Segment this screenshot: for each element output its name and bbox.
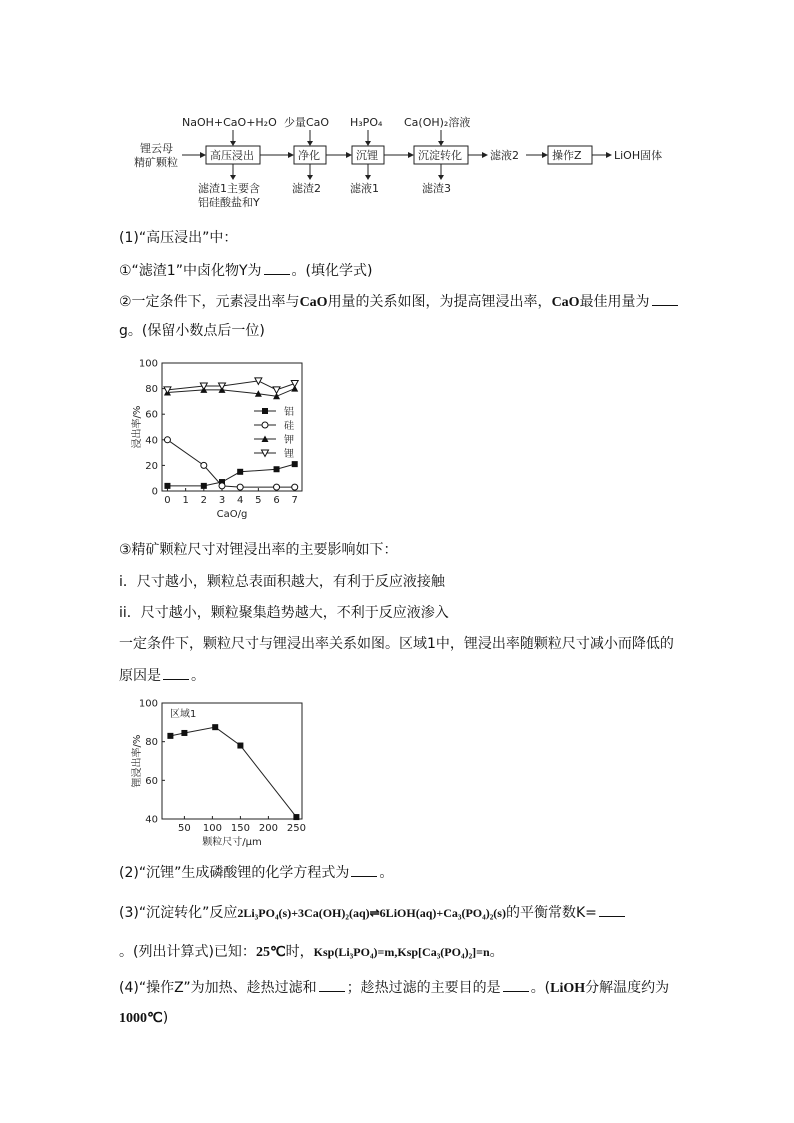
chart2-point-2 bbox=[212, 724, 218, 730]
q4-text-tail: 分解温度约为 bbox=[585, 980, 670, 996]
q1-sub2 bbox=[119, 291, 680, 313]
chart2-point-1 bbox=[181, 730, 187, 736]
flow-box1-label: 高压浸出 bbox=[210, 149, 254, 162]
q1-sub2-cao2: CaO bbox=[551, 295, 580, 310]
q1-sub3-tail-b bbox=[119, 665, 205, 686]
chart1-point-0-5 bbox=[292, 461, 298, 467]
q4-blank-1[interactable] bbox=[319, 977, 345, 992]
chart2-plot-frame bbox=[162, 703, 302, 819]
q1-sub3-ii: ii．尺寸越小，颗粒聚集趋势越大，不利于反应液渗入 bbox=[119, 605, 449, 621]
flow-arrowhead-7 bbox=[606, 152, 612, 158]
chart1-ytick-label: 80 bbox=[145, 384, 158, 396]
chart1-plot-frame bbox=[162, 363, 302, 491]
chart2-xlabel: 颗粒尺寸/μm bbox=[202, 837, 262, 848]
chart2-ylabel: 锂浸出率/% bbox=[132, 734, 143, 788]
q4-text-post: 。( bbox=[530, 980, 551, 996]
q1-sub2-text-c: 最佳用量为 bbox=[579, 294, 650, 310]
chart1-point-1-5 bbox=[292, 484, 298, 490]
leach-rate-vs-cao-chart bbox=[130, 355, 320, 525]
li-leach-rate-vs-particle-size-chart bbox=[130, 695, 320, 855]
chart1-ytick-label: 0 bbox=[151, 486, 158, 498]
flow-arrowhead-1 bbox=[200, 152, 206, 158]
flow-box2-label: 净化 bbox=[298, 149, 320, 162]
chart1-point-1-1 bbox=[201, 462, 207, 468]
flow-output-arrowhead-1 bbox=[230, 175, 236, 180]
q2-tail: 。 bbox=[379, 865, 394, 881]
chart1-ytick-label: 40 bbox=[145, 435, 158, 447]
q1-sub1 bbox=[119, 260, 372, 281]
q3-text: (3)“沉淀转化”反应 bbox=[119, 905, 238, 921]
chart2-xtick-label: 250 bbox=[286, 823, 306, 834]
chart1-legend-marker-0 bbox=[262, 408, 268, 414]
chart1-legend-marker-1 bbox=[262, 422, 268, 428]
q1-sub1-text: ①“滤渣1”中卤化物Y为 bbox=[119, 263, 262, 279]
chart2-xtick-label: 50 bbox=[178, 823, 191, 834]
q1-sub3: ③精矿颗粒尺寸对锂浸出率的主要影响如下： bbox=[119, 542, 398, 558]
q4-blank-2[interactable] bbox=[503, 977, 529, 992]
flow-output-1-line2: 铝硅酸盐和Y bbox=[198, 196, 260, 209]
q1-sub2-text-a: ②一定条件下，元素浸出率与 bbox=[119, 294, 300, 310]
q3 bbox=[119, 902, 627, 923]
chart1-xlabel: CaO/g bbox=[216, 509, 248, 520]
flow-output-2: 滤渣2 bbox=[292, 182, 321, 195]
chart2-ytick-label: 80 bbox=[145, 737, 158, 749]
q1-sub2-blank[interactable] bbox=[652, 291, 678, 306]
chart1-point-0-0 bbox=[164, 483, 170, 489]
q4 bbox=[119, 977, 669, 999]
flow-filtrate2-label: 滤液2 bbox=[490, 149, 519, 162]
flow-arrowhead-5 bbox=[482, 152, 488, 158]
q2 bbox=[119, 862, 393, 883]
q4-temp: 1000℃ bbox=[119, 1011, 163, 1026]
chart1-point-0-3 bbox=[237, 469, 243, 475]
chart1-point-1-3 bbox=[237, 484, 243, 490]
chart1-legend-label-3: 锂 bbox=[284, 449, 294, 460]
flow-arrowhead-3 bbox=[346, 152, 352, 158]
chart2-ytick-label: 40 bbox=[145, 814, 158, 826]
flow-output-1-line1: 滤渣1主要含 bbox=[198, 182, 260, 195]
chart1-legend-label-1: 硅 bbox=[284, 421, 294, 432]
chart1-ylabel: 浸出率/% bbox=[132, 405, 143, 449]
chart2-xtick-label: 150 bbox=[230, 823, 250, 834]
q1-sub2-cao: CaO bbox=[299, 295, 328, 310]
q1-sub3-tail-b-end: 。 bbox=[191, 668, 205, 684]
chart1-point-0-1 bbox=[201, 483, 207, 489]
q3-line2-text: 。(列出计算式)已知： bbox=[119, 944, 256, 960]
chart1-xtick-label: 7 bbox=[291, 495, 298, 506]
flow-arrowhead-6 bbox=[542, 152, 548, 158]
q4-line2 bbox=[119, 1008, 168, 1029]
flow-reagent-arrowhead-3 bbox=[365, 141, 371, 146]
chart2-ytick-label: 60 bbox=[145, 775, 158, 787]
q3-text-mid: 的平衡常数K= bbox=[505, 905, 597, 921]
q4-lioh: LiOH bbox=[550, 981, 586, 996]
chart2-point-0 bbox=[167, 733, 173, 739]
flow-reagent-arrowhead-2 bbox=[307, 141, 313, 146]
chart2-point-3 bbox=[237, 743, 243, 749]
q4-text: (4)“操作Z”为加热、趁热过滤和 bbox=[119, 980, 317, 996]
q1-sub3-tail-b-text: 原因是 bbox=[119, 668, 161, 684]
flow-box4-label: 沉淀转化 bbox=[418, 149, 462, 162]
chart1-ytick-label: 20 bbox=[145, 460, 158, 472]
chart1-xtick-label: 0 bbox=[164, 495, 171, 506]
q1-sub3-blank[interactable] bbox=[163, 665, 189, 680]
flow-reagent-2: 少量CaO bbox=[284, 116, 330, 129]
flow-reagent-arrowhead-1 bbox=[230, 141, 236, 146]
flow-reagent-3: H₃PO₄ bbox=[350, 116, 383, 129]
chart1-point-1-4 bbox=[274, 484, 280, 490]
flow-arrowhead-4 bbox=[408, 152, 414, 158]
flow-box5-label: 操作Z bbox=[552, 149, 582, 162]
chart1-xtick-label: 2 bbox=[200, 495, 208, 506]
flow-output-arrowhead-4 bbox=[438, 175, 444, 180]
chart1-ytick-label: 100 bbox=[138, 358, 158, 370]
chart1-point-3-5 bbox=[291, 380, 298, 387]
chart1-xtick-label: 1 bbox=[182, 495, 189, 506]
process-flow-diagram bbox=[130, 110, 700, 210]
flow-start-line1: 锂云母 bbox=[140, 142, 173, 155]
q1-sub1-tail: 。(填化学式) bbox=[291, 263, 373, 279]
q4-text-mid: ；趁热过滤的主要目的是 bbox=[346, 980, 501, 996]
q3-ksp: Ksp(Li₃PO₄)=m,Ksp[Ca₃(PO₄)₂]=n bbox=[313, 945, 490, 959]
q2-text: (2)“沉锂”生成磷酸锂的化学方程式为 bbox=[119, 865, 350, 881]
q3-line2 bbox=[119, 942, 504, 963]
q3-blank[interactable] bbox=[599, 902, 625, 917]
flow-start-line2: 精矿颗粒 bbox=[134, 156, 178, 169]
chart1-xtick-label: 3 bbox=[218, 495, 226, 506]
chart2-xtick-label: 200 bbox=[258, 823, 278, 834]
chart2-series-line bbox=[170, 727, 296, 817]
q2-blank[interactable] bbox=[351, 862, 377, 877]
q4-close: ) bbox=[162, 1010, 169, 1026]
chart1-series-line-1 bbox=[167, 440, 294, 487]
chart2-xtick-label: 100 bbox=[202, 823, 222, 834]
chart2-annotation: 区域1 bbox=[170, 709, 197, 720]
flow-reagent-4: Ca(OH)₂溶液 bbox=[404, 116, 471, 129]
chart1-xtick-label: 5 bbox=[255, 495, 262, 506]
flow-reagent-arrowhead-4 bbox=[438, 141, 444, 146]
chart1-point-1-0 bbox=[164, 437, 170, 443]
chart1-legend-label-0: 铝 bbox=[284, 407, 294, 418]
q3-line2-end: 。 bbox=[489, 944, 504, 960]
chart1-point-0-4 bbox=[274, 466, 280, 472]
chart1-xtick-label: 4 bbox=[236, 495, 244, 506]
q1-header: (1)“高压浸出”中： bbox=[119, 230, 238, 246]
q3-line2-mid: 时， bbox=[285, 944, 314, 960]
chart1-point-1-2 bbox=[219, 483, 225, 489]
chart1-xtick-label: 6 bbox=[273, 495, 280, 506]
flow-box3-label: 沉锂 bbox=[356, 149, 378, 162]
chart1-point-3-4 bbox=[273, 387, 280, 394]
flow-arrowhead-2 bbox=[288, 152, 294, 158]
flow-output-4: 滤渣3 bbox=[422, 182, 451, 195]
chart2-ytick-label: 100 bbox=[138, 698, 158, 710]
q1-sub3-i: i．尺寸越小，颗粒总表面积越大，有利于反应液接触 bbox=[119, 574, 445, 590]
q1-sub2-line2: g。(保留小数点后一位) bbox=[119, 323, 265, 339]
chart1-ytick-label: 60 bbox=[145, 409, 158, 421]
flow-reagent-1: NaOH+CaO+H₂O bbox=[182, 116, 277, 129]
q1-sub1-blank[interactable] bbox=[264, 260, 290, 275]
flow-output-arrowhead-3 bbox=[365, 175, 371, 180]
flow-output-3: 滤液1 bbox=[350, 182, 379, 195]
q1-sub2-text-b: 用量的关系如图，为提高锂浸出率， bbox=[327, 294, 552, 310]
q3-temp: 25℃ bbox=[255, 945, 286, 960]
chart2-point-4 bbox=[293, 814, 299, 820]
q1-sub3-tail-a: 一定条件下，颗粒尺寸与锂浸出率关系如图。区域1中，锂浸出率随颗粒尺寸减小而降低的 bbox=[119, 636, 674, 652]
q3-equation: 2Li₃PO₄(s)+3Ca(OH)₂(aq)⇌6LiOH(aq)+Ca₃(PO₄)₂(s) bbox=[237, 906, 506, 920]
chart1-legend-label-2: 钾 bbox=[284, 435, 294, 446]
flow-output-arrowhead-2 bbox=[307, 175, 313, 180]
flow-product-label: LiOH固体 bbox=[614, 149, 663, 162]
